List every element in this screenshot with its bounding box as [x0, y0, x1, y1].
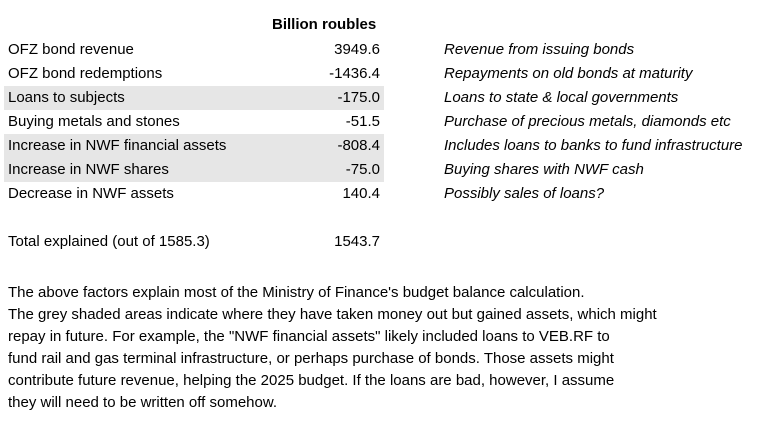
- row-value: -175.0: [337, 89, 380, 106]
- row-label: Decrease in NWF assets: [8, 185, 174, 202]
- row-note: Loans to state & local governments: [444, 89, 679, 106]
- row-label: Increase in NWF shares: [8, 161, 169, 178]
- table-row-shaded: [4, 86, 384, 110]
- row-value: 140.4: [342, 185, 380, 202]
- row-note: Includes loans to banks to fund infrastructure: [444, 137, 743, 154]
- explanation-paragraph: [8, 282, 776, 414]
- table-row: [4, 62, 384, 86]
- row-label: OFZ bond redemptions: [8, 65, 163, 82]
- row-note: Repayments on old bonds at maturity: [444, 65, 693, 82]
- row-label: Loans to subjects: [8, 89, 125, 106]
- row-note: Purchase of precious metals, diamonds etc: [444, 113, 731, 130]
- table-row: [4, 110, 384, 134]
- total-row: [4, 230, 384, 254]
- paragraph-line: The above factors explain most of the Ministry of Finance's budget balance calculation.: [8, 284, 585, 301]
- row-value: -51.5: [345, 113, 380, 130]
- paragraph-line: fund rail and gas terminal infrastructure, or perhaps purchase of bonds. Those assets might: [8, 350, 614, 367]
- row-value: -808.4: [337, 137, 380, 154]
- row-note: Revenue from issuing bonds: [444, 41, 635, 58]
- row-label: Buying metals and stones: [8, 113, 180, 130]
- table-row-shaded: [4, 158, 384, 182]
- column-header: Billion roubles: [272, 16, 377, 33]
- row-value: -1436.4: [329, 65, 380, 82]
- row-value: 3949.6: [334, 41, 380, 58]
- table-row-shaded: [4, 134, 384, 158]
- row-value: -75.0: [345, 161, 380, 178]
- total-value: 1543.7: [334, 233, 380, 250]
- row-label: OFZ bond revenue: [8, 41, 134, 58]
- total-label: Total explained (out of 1585.3): [8, 233, 210, 250]
- paragraph-line: contribute future revenue, helping the 2025 budget. If the loans are bad, however, I assume: [8, 372, 615, 389]
- table-row: [4, 182, 384, 206]
- paragraph-line: repay in future. For example, the "NWF financial assets" likely included loans to VEB.RF to: [8, 328, 610, 345]
- row-label: Increase in NWF financial assets: [8, 137, 227, 154]
- row-note: Buying shares with NWF cash: [444, 161, 644, 178]
- row-note: Possibly sales of loans?: [444, 185, 605, 202]
- paragraph-line: The grey shaded areas indicate where they have taken money out but gained assets, which might: [8, 306, 657, 323]
- table-row: [4, 38, 384, 62]
- paragraph-line: they will need to be written off somehow.: [8, 394, 278, 411]
